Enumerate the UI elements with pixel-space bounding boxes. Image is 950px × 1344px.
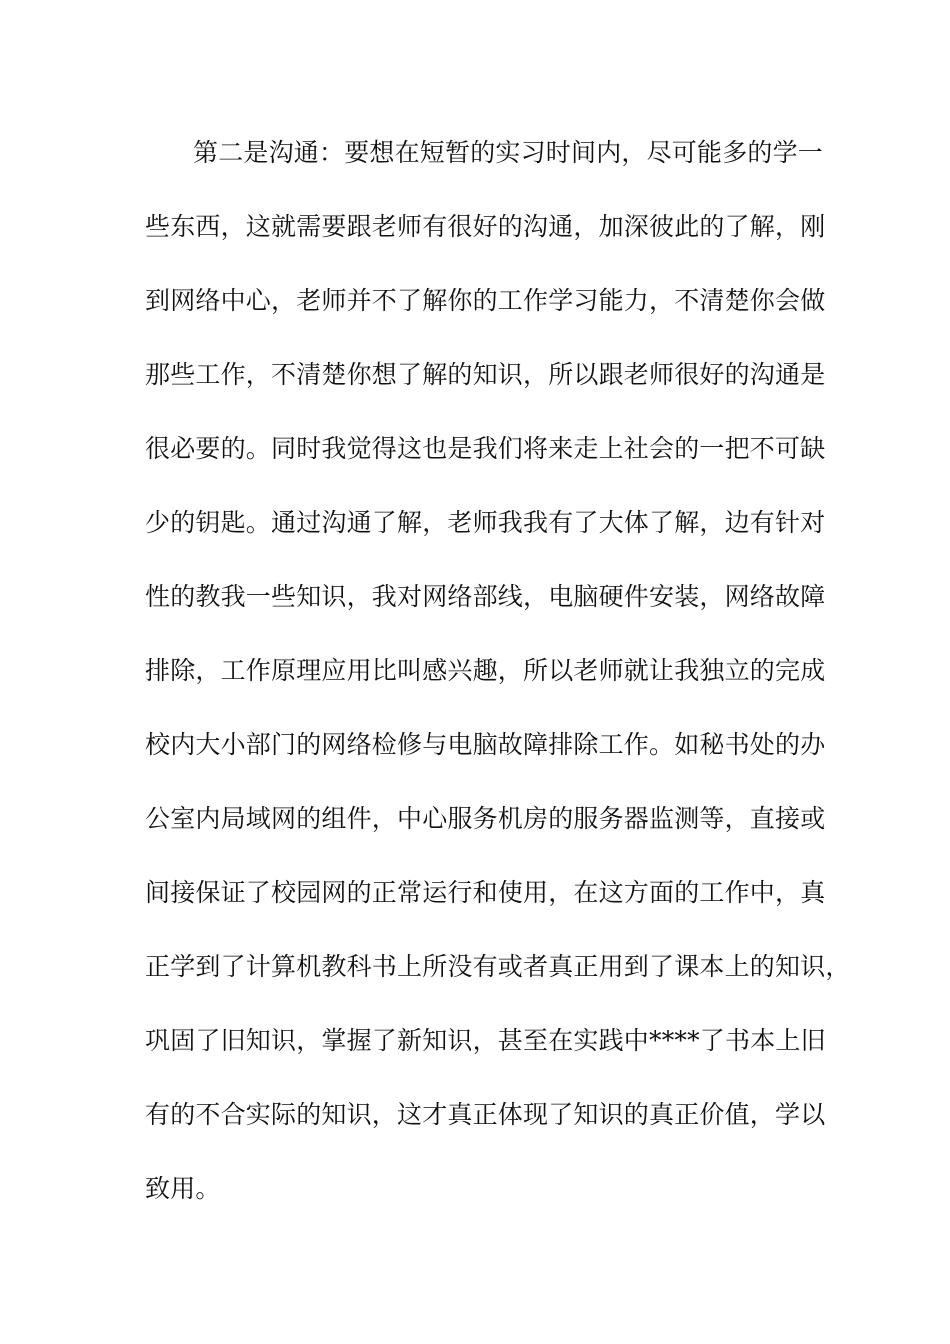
paragraph-line: 些东西，这就需要跟老师有很好的沟通，加深彼此的了解，刚 (145, 212, 826, 241)
paragraph-line: 间接保证了校园网的正常运行和使用，在这方面的工作中，真 (145, 878, 826, 907)
paragraph-line: 少的钥匙。通过沟通了解，老师我我有了大体了解，边有针对 (145, 508, 826, 537)
paragraph-line: 那些工作，不清楚你想了解的知识，所以跟老师很好的沟通是 (145, 360, 826, 389)
paragraph-line: 校内大小部门的网络检修与电脑故障排除工作。如秘书处的办 (145, 730, 826, 759)
paragraph-line: 第二是沟通：要想在短暂的实习时间内，尽可能多的学一 (193, 138, 824, 167)
paragraph-line: 性的教我一些知识，我对网络部线，电脑硬件安装，网络故障 (145, 582, 826, 611)
paragraph-line: 有的不合实际的知识，这才真正体现了知识的真正价值，学以 (145, 1100, 826, 1129)
paragraph-line: 致用。 (145, 1174, 221, 1203)
paragraph (145, 128, 851, 1238)
paragraph-line: 正学到了计算机教科书上所没有或者真正用到了课本上的知识， (145, 952, 851, 981)
paragraph-line: 很必要的。同时我觉得这也是我们将来走上社会的一把不可缺 (145, 434, 826, 463)
paragraph-line: 排除，工作原理应用比叫感兴趣，所以老师就让我独立的完成 (145, 656, 826, 685)
paragraph-line: 巩固了旧知识，掌握了新知识，甚至在实践中****了书本上旧 (145, 1026, 826, 1055)
paragraph-line: 公室内局域网的组件，中心服务机房的服务器监测等，直接或 (145, 804, 826, 833)
paragraph-line: 到网络中心，老师并不了解你的工作学习能力，不清楚你会做 (145, 286, 826, 315)
